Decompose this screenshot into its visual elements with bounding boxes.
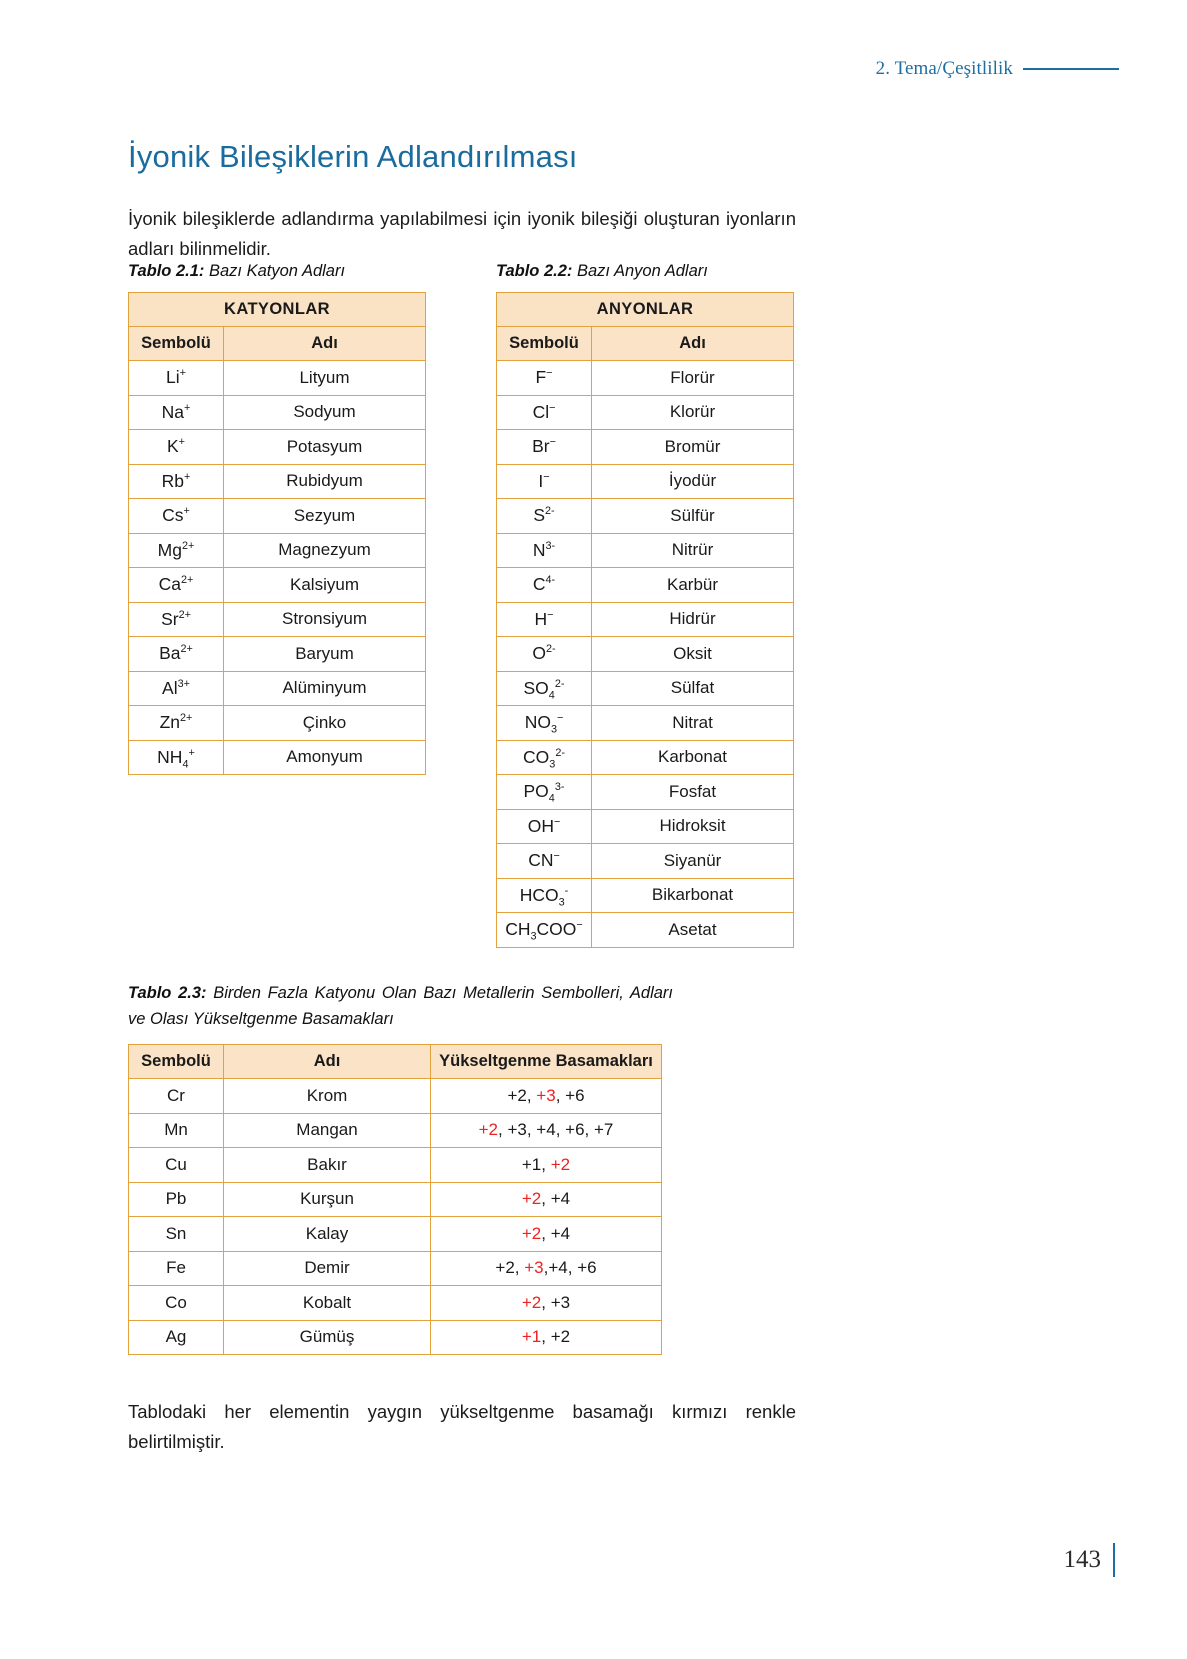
- table-row: [129, 671, 426, 706]
- ion-name-cell: Fosfat: [592, 775, 794, 810]
- outro-paragraph: Tablodaki her elementin yaygın yükseltgenme basamağı kırmızı renkle belirtilmiştir.: [128, 1400, 796, 1452]
- table-22-span-header-row: [497, 293, 794, 327]
- ion-name-cell: Hidrür: [592, 602, 794, 637]
- table-21-span-header: KATYONLAR: [129, 293, 426, 327]
- oxidation-state: +4: [536, 1120, 556, 1140]
- ion-symbol-cell: $CO_3^{2-}$: [497, 740, 592, 775]
- table-row: [129, 1217, 662, 1252]
- ion-name-cell: Nitrat: [592, 706, 794, 741]
- ion-symbol-cell: Cl−: [497, 395, 592, 430]
- oxidation-state: +7: [593, 1120, 614, 1140]
- table-22-col-name: Adı: [592, 327, 794, 361]
- ion-name-cell: Stronsiyum: [224, 602, 426, 637]
- ion-symbol-cell: $SO_4^{2-}$: [497, 671, 592, 706]
- ion-name-cell: Sezyum: [224, 499, 426, 534]
- ion-name-cell: Sülfür: [592, 499, 794, 534]
- table-row: [129, 1079, 662, 1114]
- ion-symbol-cell: $PO_4^{3-}$: [497, 775, 592, 810]
- table-row: [129, 1148, 662, 1183]
- ion-symbol-cell: $Al^{3+}$: [129, 671, 224, 706]
- table-row: [129, 464, 426, 499]
- table-21-col-name: Adı: [224, 327, 426, 361]
- ion-name-cell: Hidroksit: [592, 809, 794, 844]
- ion-name-cell: Amonyum: [224, 740, 426, 775]
- running-head-label: 2. Tema/Çeşitlilik: [875, 58, 1013, 79]
- table-22-col-symbol: Sembolü: [497, 327, 592, 361]
- table-23-caption-text: Birden Fazla Katyonu Olan Bazı Metallerin Sembolleri, Adları ve Olası Yükseltgenme Basamakları: [128, 984, 673, 1028]
- table-21-col-symbol: Sembolü: [129, 327, 224, 361]
- metal-symbol-cell: Cu: [129, 1148, 224, 1183]
- ion-name-cell: Magnezyum: [224, 533, 426, 568]
- running-head-rule: [1023, 68, 1119, 70]
- table-row: [497, 706, 794, 741]
- table-row: [129, 1286, 662, 1321]
- metal-symbol-cell: Co: [129, 1286, 224, 1321]
- ion-symbol-cell: H−: [497, 602, 592, 637]
- table-23-column-header-row: [129, 1045, 662, 1079]
- oxidation-state: +6: [565, 1120, 585, 1140]
- table-row: [129, 1113, 662, 1148]
- table-21-span-header-row: [129, 293, 426, 327]
- metal-symbol-cell: Sn: [129, 1217, 224, 1252]
- table-row: [129, 568, 426, 603]
- ion-symbol-cell: $C^{4-}$: [497, 568, 592, 603]
- table-row: [129, 430, 426, 465]
- metal-name-cell: Kurşun: [224, 1182, 431, 1217]
- table-row: [129, 602, 426, 637]
- table-row: [129, 706, 426, 741]
- table-23-col-symbol: Sembolü: [129, 1045, 224, 1079]
- oxidation-state: +2: [521, 1292, 542, 1312]
- table-row: [129, 361, 426, 396]
- page-title: İyonik Bileşiklerin Adlandırılması: [128, 138, 578, 174]
- oxidation-state: +4: [548, 1258, 568, 1278]
- ion-name-cell: Florür: [592, 361, 794, 396]
- oxidation-state: +2: [521, 1189, 542, 1209]
- table-row: [497, 878, 794, 913]
- ion-symbol-cell: $NH_4^+$: [129, 740, 224, 775]
- metal-symbol-cell: Fe: [129, 1251, 224, 1286]
- oxidation-states-cell: +2, +3: [431, 1286, 662, 1321]
- table-23-col-name: Adı: [224, 1045, 431, 1079]
- ion-name-cell: Çinko: [224, 706, 426, 741]
- ion-name-cell: Baryum: [224, 637, 426, 672]
- metal-symbol-cell: Mn: [129, 1113, 224, 1148]
- table-21-body: [129, 361, 426, 775]
- oxidation-state: +3: [507, 1120, 527, 1140]
- table-row: [129, 499, 426, 534]
- table-row: [497, 671, 794, 706]
- oxidation-states-cell: +2, +4: [431, 1182, 662, 1217]
- metal-name-cell: Mangan: [224, 1113, 431, 1148]
- ion-name-cell: Lityum: [224, 361, 426, 396]
- metal-symbol-cell: Cr: [129, 1079, 224, 1114]
- table-row: [497, 464, 794, 499]
- ion-symbol-cell: Rb+: [129, 464, 224, 499]
- oxidation-state: +2: [507, 1085, 527, 1105]
- ion-symbol-cell: $O^{2-}$: [497, 637, 592, 672]
- oxidation-state: +2: [495, 1258, 515, 1278]
- table-22-block: [496, 258, 796, 948]
- ion-name-cell: Nitrür: [592, 533, 794, 568]
- table-22-caption-text: Bazı Anyon Adları: [577, 262, 708, 280]
- ion-symbol-cell: I−: [497, 464, 592, 499]
- table-row: [497, 499, 794, 534]
- ion-symbol-cell: $N^{3-}$: [497, 533, 592, 568]
- table-23-body: [129, 1079, 662, 1355]
- metal-name-cell: Demir: [224, 1251, 431, 1286]
- table-row: [497, 361, 794, 396]
- ion-symbol-cell: Br−: [497, 430, 592, 465]
- ion-name-cell: Asetat: [592, 913, 794, 948]
- ion-name-cell: Bikarbonat: [592, 878, 794, 913]
- table-21-column-header-row: [129, 327, 426, 361]
- ion-symbol-cell: K+: [129, 430, 224, 465]
- oxidation-state: +6: [565, 1085, 585, 1105]
- table-21-block: [128, 258, 428, 775]
- page-number: 143: [1063, 1546, 1101, 1573]
- table-row: [497, 913, 794, 948]
- oxidation-state: +3: [524, 1258, 544, 1278]
- ion-name-cell: Potasyum: [224, 430, 426, 465]
- ion-symbol-cell: CN−: [497, 844, 592, 879]
- ion-symbol-cell: $HCO_3^-$: [497, 878, 592, 913]
- oxidation-state: +2: [521, 1223, 542, 1243]
- table-23-block: [128, 980, 673, 1355]
- table-21-caption-label: Tablo 2.1:: [128, 262, 205, 280]
- anions-table: [496, 292, 794, 948]
- ion-name-cell: Sodyum: [224, 395, 426, 430]
- table-row: [129, 1320, 662, 1355]
- oxidation-states-cell: +2, +4: [431, 1217, 662, 1252]
- table-row: [497, 740, 794, 775]
- oxidation-state: +2: [478, 1120, 498, 1140]
- table-row: [129, 1251, 662, 1286]
- table-row: [129, 533, 426, 568]
- oxidation-state: +2: [550, 1154, 571, 1174]
- ion-symbol-cell: OH−: [497, 809, 592, 844]
- oxidation-state: +2: [550, 1327, 571, 1347]
- table-row: [497, 533, 794, 568]
- running-head: [876, 58, 1119, 80]
- table-22-span-header: ANYONLAR: [497, 293, 794, 327]
- table-row: [129, 740, 426, 775]
- ion-symbol-cell: Na+: [129, 395, 224, 430]
- intro-paragraph: İyonik bileşiklerde adlandırma yapılabilmesi için iyonik bileşiği oluşturan iyonların adları bilinmelidir.: [128, 207, 796, 259]
- table-row: [497, 395, 794, 430]
- table-23-col-oxidation: Yükseltgenme Basamakları: [431, 1045, 662, 1079]
- table-22-caption-label: Tablo 2.2:: [496, 262, 573, 280]
- oxidation-state: +3: [536, 1085, 556, 1105]
- table-row: [497, 809, 794, 844]
- table-22-caption: [496, 258, 796, 284]
- oxidation-states-cell: +1, +2: [431, 1148, 662, 1183]
- ion-name-cell: Bromür: [592, 430, 794, 465]
- cations-table: [128, 292, 426, 775]
- ion-symbol-cell: $Zn^{2+}$: [129, 706, 224, 741]
- table-21-caption-text: Bazı Katyon Adları: [209, 262, 346, 280]
- ion-symbol-cell: $S^{2-}$: [497, 499, 592, 534]
- ion-name-cell: Sülfat: [592, 671, 794, 706]
- table-21-caption: [128, 258, 428, 284]
- ion-name-cell: Kalsiyum: [224, 568, 426, 603]
- ion-symbol-cell: F−: [497, 361, 592, 396]
- metal-symbol-cell: Ag: [129, 1320, 224, 1355]
- ion-name-cell: Oksit: [592, 637, 794, 672]
- oxidation-state: +4: [550, 1189, 571, 1209]
- ion-name-cell: Karbonat: [592, 740, 794, 775]
- ion-symbol-cell: Li+: [129, 361, 224, 396]
- ion-symbol-cell: $CH_3COO^-$: [497, 913, 592, 948]
- ion-symbol-cell: $Ca^{2+}$: [129, 568, 224, 603]
- table-row: [497, 602, 794, 637]
- oxidation-state: +3: [550, 1292, 571, 1312]
- ion-name-cell: Klorür: [592, 395, 794, 430]
- oxidation-states-cell: +2, +3,+4, +6: [431, 1251, 662, 1286]
- oxidation-state: +1: [521, 1154, 542, 1174]
- ion-symbol-cell: $Sr^{2+}$: [129, 602, 224, 637]
- ion-name-cell: İyodür: [592, 464, 794, 499]
- ion-name-cell: Siyanür: [592, 844, 794, 879]
- multivalent-metals-table: [128, 1044, 662, 1355]
- oxidation-states-cell: +2, +3, +6: [431, 1079, 662, 1114]
- metal-name-cell: Gümüş: [224, 1320, 431, 1355]
- table-row: [129, 1182, 662, 1217]
- metal-name-cell: Kalay: [224, 1217, 431, 1252]
- ion-symbol-cell: $Mg^{2+}$: [129, 533, 224, 568]
- metal-name-cell: Krom: [224, 1079, 431, 1114]
- table-row: [497, 844, 794, 879]
- ion-name-cell: Karbür: [592, 568, 794, 603]
- table-row: [497, 568, 794, 603]
- page-folio: [1064, 1543, 1116, 1577]
- oxidation-state: +4: [550, 1223, 571, 1243]
- metal-name-cell: Bakır: [224, 1148, 431, 1183]
- oxidation-state: +6: [577, 1258, 597, 1278]
- table-row: [129, 395, 426, 430]
- table-22-body: [497, 361, 794, 948]
- oxidation-states-cell: +2, +3, +4, +6, +7: [431, 1113, 662, 1148]
- oxidation-states-cell: +1, +2: [431, 1320, 662, 1355]
- ion-name-cell: Alüminyum: [224, 671, 426, 706]
- ion-symbol-cell: $NO_3^-$: [497, 706, 592, 741]
- table-22-column-header-row: [497, 327, 794, 361]
- table-23-caption-label: Tablo 2.3:: [128, 984, 207, 1002]
- page-folio-rule: [1113, 1543, 1115, 1577]
- table-23-caption: [128, 980, 673, 1032]
- table-row: [129, 637, 426, 672]
- metal-name-cell: Kobalt: [224, 1286, 431, 1321]
- oxidation-state: +1: [521, 1327, 542, 1347]
- ion-name-cell: Rubidyum: [224, 464, 426, 499]
- table-row: [497, 430, 794, 465]
- ion-symbol-cell: $Ba^{2+}$: [129, 637, 224, 672]
- metal-symbol-cell: Pb: [129, 1182, 224, 1217]
- ion-symbol-cell: Cs+: [129, 499, 224, 534]
- table-row: [497, 637, 794, 672]
- table-row: [497, 775, 794, 810]
